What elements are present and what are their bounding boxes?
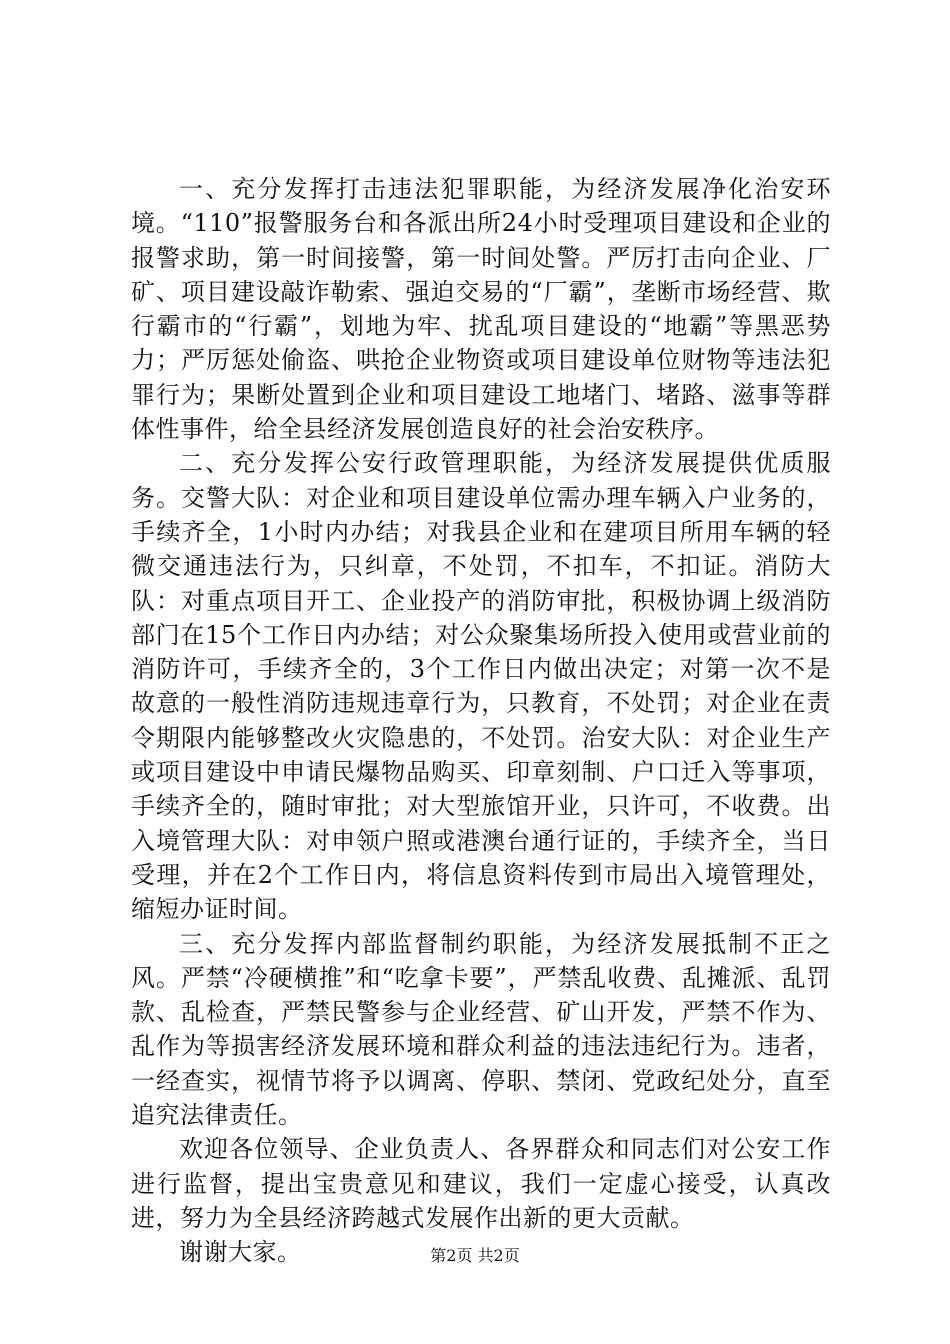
paragraph-4: 欢迎各位领导、企业负责人、各界群众和同志们对公安工作进行监督，提出宝贵意见和建议，我们一定虚心接受，认真改进，努力为全县经济跨越式发展作出新的更大贡献。	[131, 1135, 831, 1232]
page-number-footer: 第2页 共2页	[430, 1246, 520, 1265]
paragraph-5: 谢谢大家。	[179, 1238, 302, 1267]
document-body	[131, 172, 831, 1270]
paragraph-2: 二、充分发挥公安行政管理职能，为经济发展提供优质服务。交警大队：对企业和项目建设单位需办理车辆入户业务的，手续齐全，1小时内办结；对我县企业和在建项目所用车辆的轻微交通违法行为，只纠章，不处罚，不扣车，不扣证。消防大队：对重点项目开工、企业投产的消防审批，积极协调上级消防部门在15个工作日内办结；对公众聚集场所投入使用或营业前的消防许可，手续齐全的，3个工作日内做出决定；对第一次不是故意的一般性消防违规违章行为，只教育，不处罚；对企业在责令期限内能够整改火灾隐患的，不处罚。治安大队：对企业生产或项目建设中申请民爆物品购买、印章刻制、户口迁入等事项，手续齐全的，随时审批；对大型旅馆开业，只许可，不收费。出入境管理大队：对申领户照或港澳台通行证的，手续齐全，当日受理，并在2个工作日内，将信息资料传到市局出入境管理处，缩短办证时间。	[131, 449, 831, 924]
paragraph-1: 一、充分发挥打击违法犯罪职能，为经济发展净化治安环境。“110”报警服务台和各派出所24小时受理项目建设和企业的报警求助，第一时间接警，第一时间处警。严厉打击向企业、厂矿、项目建设敲诈勒索、强迫交易的“厂霸”，垄断市场经营、欺行霸市的“行霸”，划地为牢、扰乱项目建设的“地霸”等黑恶势力；严厉惩处偷盗、哄抢企业物资或项目建设单位财物等违法犯罪行为；果断处置到企业和项目建设工地堵门、堵路、滋事等群体性事件，给全县经济发展创造良好的社会治安秩序。	[131, 175, 831, 444]
paragraph-3: 三、充分发挥内部监督制约职能，为经济发展抵制不正之风。严禁“冷硬横推”和“吃拿卡要”，严禁乱收费、乱摊派、乱罚款、乱检查，严禁民警参与企业经营、矿山开发，严禁不作为、乱作为等损害经济发展环境和群众利益的违法违纪行为。违者，一经查实，视情节将予以调离、停职、禁闭、党政纪处分，直至追究法律责任。	[131, 929, 831, 1130]
